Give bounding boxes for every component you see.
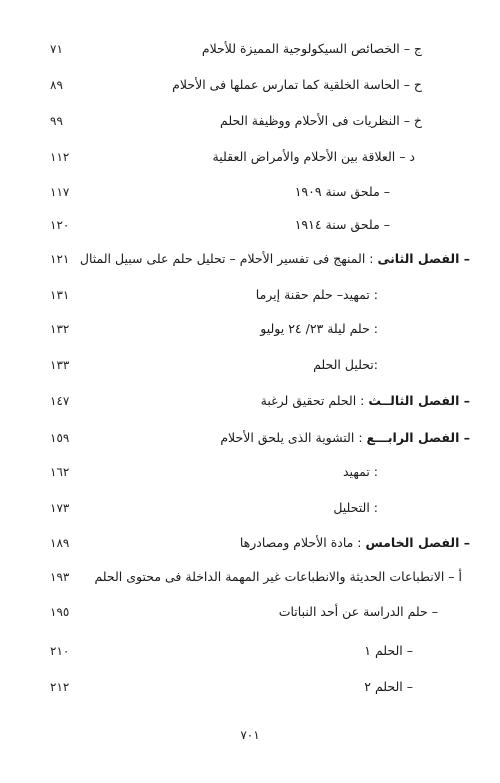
entry-text: : الحلم تحقيق لرغبة: [260, 393, 369, 408]
toc-entry-title: [220, 427, 470, 449]
toc-entry-title: [240, 532, 470, 554]
toc-entry: [20, 566, 470, 588]
entry-text: : تمهيد: [343, 464, 378, 479]
toc-entry-title: [94, 566, 462, 588]
toc-entry: [20, 214, 470, 236]
toc-entry: [20, 74, 470, 96]
toc-entry-title: [220, 110, 422, 132]
toc-page-number: ٢١٠: [50, 644, 70, 658]
toc-page-number: ٢١٢: [50, 680, 70, 694]
toc-page-number: ١١٧: [50, 185, 70, 199]
toc-page-number: ١٢٠: [50, 218, 70, 232]
entry-text: ح – الحاسة الخلقية كما تمارس عملها فى الأحلام: [172, 77, 422, 92]
toc-entry-title: [333, 497, 378, 519]
toc-entry: [20, 318, 470, 340]
toc-entry-title: [313, 354, 378, 376]
toc-page-number: ١٢١: [50, 252, 70, 266]
toc-entry-title: [364, 640, 413, 662]
toc-entry: [20, 354, 470, 376]
toc-page-number: ٨٩: [50, 78, 63, 92]
toc-page-number: ١٦٢: [50, 465, 70, 479]
toc-page-number: ١٣٢: [50, 322, 70, 336]
toc-entry-title: [213, 146, 415, 168]
chapter-label: – الفصل الثانى: [377, 251, 470, 266]
entry-text: د – العلاقة بين الأحلام والأمراض العقلية: [212, 149, 415, 164]
toc-page-number: ١٣٣: [50, 358, 70, 372]
toc-entry: [20, 532, 470, 554]
toc-entry: [20, 284, 470, 306]
toc-entry: [20, 248, 470, 270]
toc-entry: [20, 146, 470, 168]
entry-text: – الحلم ١: [364, 643, 413, 658]
toc-page-number: ١٩٥: [50, 605, 70, 619]
entry-text: : المنهج فى تفسير الأحلام – تحليل حلم على سبيل المثال: [79, 251, 378, 266]
toc-entry-title: [202, 38, 422, 60]
toc-page-number: ٧١: [50, 42, 63, 56]
toc-page-number: ١٤٧: [50, 394, 70, 408]
entry-text: : حلم ليلة ٢٣/ ٢٤ يوليو: [260, 321, 378, 336]
entry-text: : مادة الأحلام ومصادرها: [239, 535, 366, 550]
toc-page-number: ١٣١: [50, 288, 70, 302]
toc-entry-title: [279, 601, 438, 623]
entry-text: : التشوية الذى يلحق الأحلام: [220, 430, 367, 445]
toc-entry: [20, 461, 470, 483]
toc-entry: [20, 181, 470, 203]
toc-entry-title: [172, 74, 422, 96]
toc-entry-title: [295, 181, 390, 203]
entry-text: : التحليل: [333, 500, 378, 515]
toc-entry: [20, 427, 470, 449]
toc-entry: [20, 390, 470, 412]
entry-text: – حلم الدراسة عن أحد النباتات: [278, 604, 438, 619]
entry-text: – ملحق سنة ١٩٠٩: [294, 184, 390, 199]
toc-entry: [20, 497, 470, 519]
toc-entry-title: [343, 461, 378, 483]
entry-text: – ملحق سنة ١٩١٤: [294, 217, 390, 232]
toc-page-number: ١٥٩: [50, 431, 70, 445]
entry-text: :تحليل الحلم: [313, 357, 378, 372]
toc-page-number: ٩٩: [50, 114, 63, 128]
toc-page-number: ١٧٣: [50, 501, 70, 515]
entry-text: خ – النظريات فى الأحلام ووظيفة الحلم: [220, 113, 422, 128]
toc-entry-title: [80, 248, 470, 270]
toc-entry-title: [364, 676, 413, 698]
chapter-label: – الفصل الثالــث: [368, 393, 470, 408]
entry-text: – الحلم ٢: [364, 679, 413, 694]
toc-entry: [20, 676, 470, 698]
chapter-label: – الفصل الخامس: [365, 535, 470, 550]
page-number: ٧٠١: [240, 728, 260, 742]
toc-page-number: ١١٢: [50, 150, 70, 164]
toc-page-number: ١٩٣: [50, 570, 70, 584]
toc-entry-title: [256, 284, 378, 306]
toc-entry: [20, 110, 470, 132]
toc-entry: [20, 640, 470, 662]
toc-entry-title: [261, 390, 470, 412]
entry-text: أ – الانطباعات الحديثة والانطباعات غير المهمة الداخلة فى محتوى الحلم: [94, 569, 462, 584]
toc-entry: [20, 601, 470, 623]
toc-entry-title: [260, 318, 378, 340]
entry-text: ج – الخصائص السيكولوجية المميزة للأحلام: [201, 41, 422, 56]
toc-entry: [20, 38, 470, 60]
toc-page-number: ١٨٩: [50, 536, 70, 550]
entry-text: : تمهيد– حلم حقنة إيرما: [255, 287, 378, 302]
toc-entry-title: [295, 214, 390, 236]
chapter-label: – الفصل الرابـــع: [366, 430, 470, 445]
